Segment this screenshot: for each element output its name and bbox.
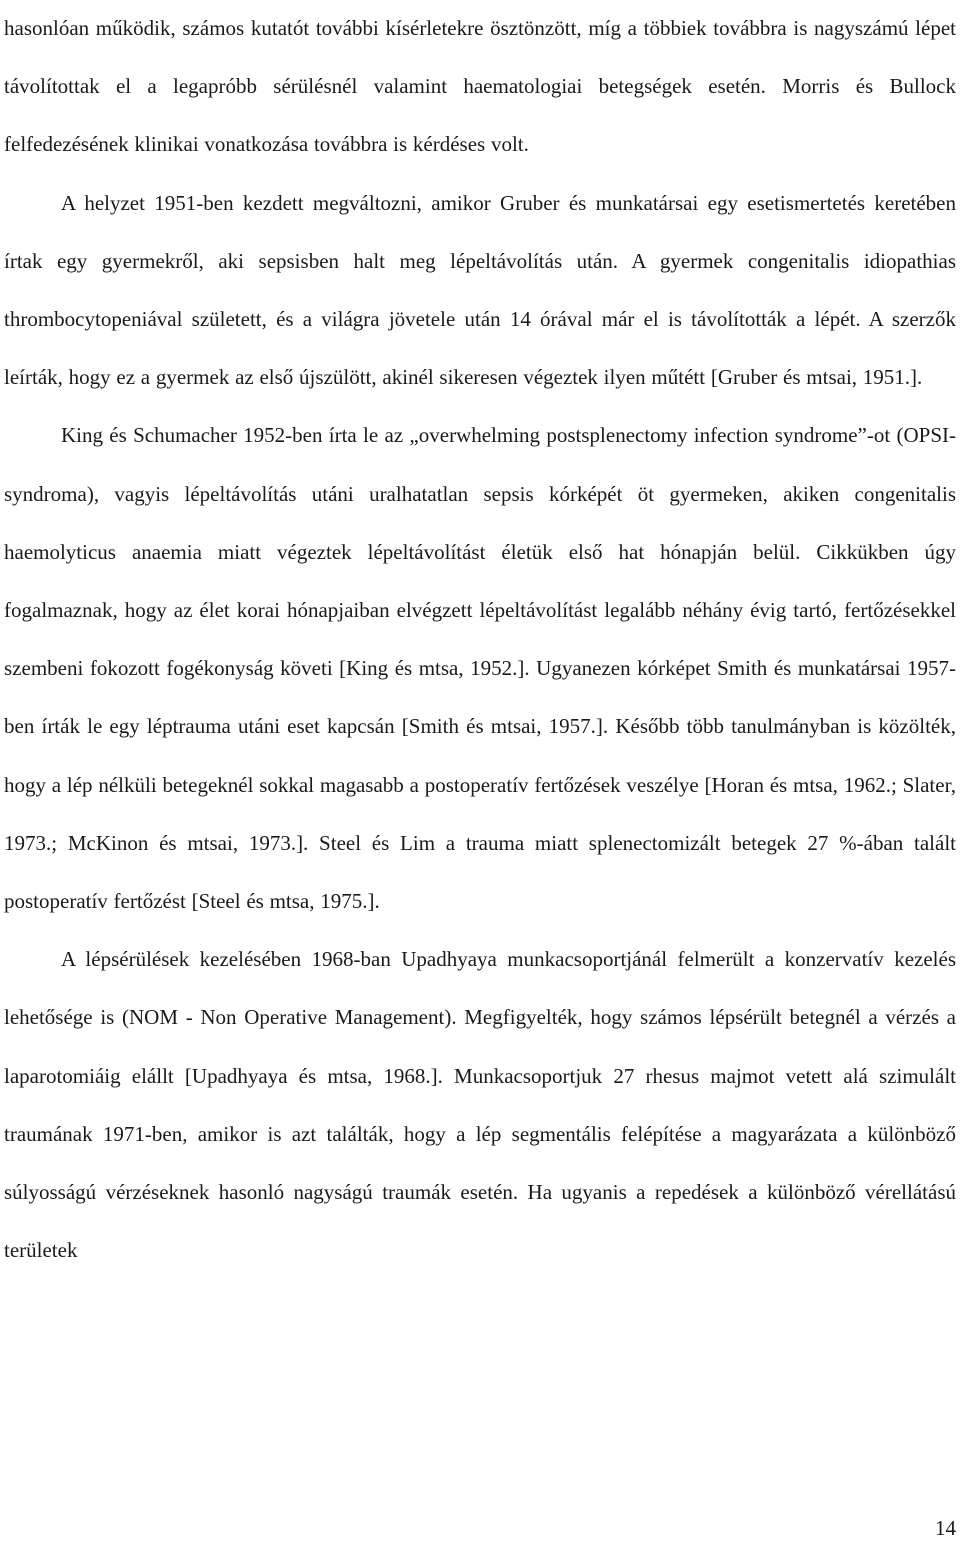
text-body	[4, 0, 956, 1279]
paragraph-king-schumacher: King és Schumacher 1952-ben írta le az „overwhelming postsplenectomy infection syndrome”-ot (OPSI-syndroma), vagyis lépeltávolítás utáni uralhatatlan sepsis kórképét öt gyermeken, akiken congenitalis haemolyticus anaemia miatt végeztek lépeltávolítást életük első hat hónapján belül. Cikkükben úgy fogalmaznak, hogy az élet korai hónapjaiban elvégzett lépeltávolítást legalább néhány évig tartó, fertőzésekkel szembeni fokozott fogékonyság követi [King és mtsa, 1952.]. Ugyanezen kórképet Smith és munkatársai 1957-ben írták le egy léptrauma utáni eset kapcsán [Smith és mtsai, 1957.]. Később több tanulmányban is közölték, hogy a lép nélküli betegeknél sokkal magasabb a postoperatív fertőzések veszélye [Horan és mtsa, 1962.; Slater, 1973.; McKinon és mtsai, 1973.]. Steel és Lim a trauma miatt splenectomizált betegek 27 %-ában talált postoperatív fertőzést [Steel és mtsa, 1975.].	[4, 423, 956, 914]
paragraph-gruber: A helyzet 1951-ben kezdett megváltozni, amikor Gruber és munkatársai egy esetismertetés keretében írtak egy gyermekről, aki sepsisben halt meg lépeltávolítás után. A gyermek congenitalis idiopathias thrombocytopeniával született, és a világra jövetele után 14 órával már el is távolították a lépét. A szerzők leírták, hogy ez a gyermek az első újszülött, akinél sikeresen végeztek ilyen műtétt [Gruber és mtsai, 1951.].	[4, 190, 956, 390]
page-number: 14	[935, 1516, 956, 1540]
paragraph-upadhyaya: A lépsérülések kezelésében 1968-ban Upadhyaya munkacsoportjánál felmerült a konzervatív kezelés lehetősége is (NOM - Non Operative Management). Megfigyelték, hogy számos lépsérült betegnél a vérzés a laparotomiáig elállt [Upadhyaya és mtsa, 1968.]. Munkacsoportjuk 27 rhesus majmot vetett alá szimulált traumának 1971-ben, amikor is azt találták, hogy a lép segmentális felépítése a magyarázata a különböző súlyosságú vérzéseknek hasonló nagyságú traumák esetén. Ha ugyanis a repedések a különböző vérellátású területek	[4, 947, 956, 1263]
paragraph-continuation: hasonlóan működik, számos kutatót további kísérletekre ösztönzött, míg a többiek továbbra is nagyszámú lépet távolítottak el a legapróbb sérülésnél valamint haematologiai betegségek esetén. Morris és Bullock felfedezésének klinikai vonatkozása továbbra is kérdéses volt.	[4, 16, 956, 157]
